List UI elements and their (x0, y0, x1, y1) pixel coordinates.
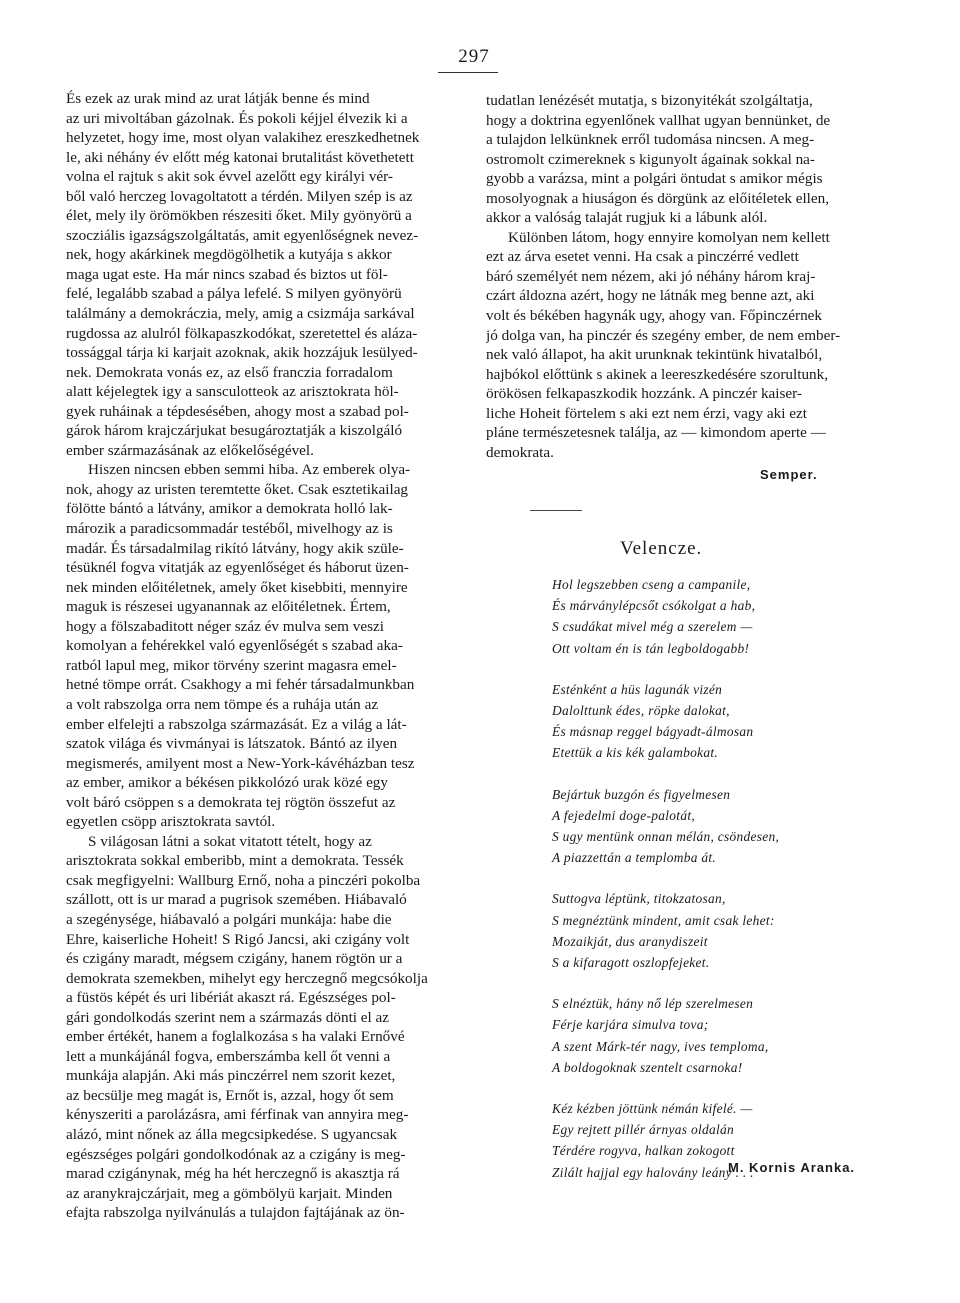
text-line: felé, legalább szabad a pálya lefelé. S milyen gyönyörü (66, 285, 402, 303)
poem-stanza (552, 574, 862, 659)
text-line: egészséges polgári gondolkodónak az a czigány is meg- (66, 1145, 406, 1163)
poem-line: Bejártuk buzgón és figyelmesen (552, 786, 731, 802)
poem-line: S a kifaragott oszlopfejeket. (552, 955, 710, 971)
poem-line: Férje karjára simulva tova; (552, 1017, 709, 1033)
text-line: madár. És társadalmilag rikító látvány, hogy akik szüle- (66, 539, 404, 557)
text-line: hajbókol előttünk s akinek a leereszkedésére szorultunk, (486, 365, 829, 383)
text-line: ember származásának az előkelőségével. (66, 441, 314, 459)
text-line: kényszeriti a parolázásra, ami férfinak van annyira meg- (66, 1106, 409, 1124)
text-line: czárt áldozna azért, hogy ne látnák meg benne azt, aki (486, 287, 815, 305)
text-line: az aranykrajczárjait, meg a gömbölyü karjait. Minden (66, 1184, 393, 1202)
poem-line: A boldogoknak szentelt csarnoka! (552, 1059, 743, 1075)
text-line: élet, mely ily örömökben részesiti őket. Mily gyönyörü a (66, 207, 412, 225)
poem-line: A fejedelmi doge-palotát, (552, 807, 695, 823)
text-line: akkor a valóság talaját rugjuk ki a lábunk alól. (486, 209, 768, 227)
text-line: nek, hogy akárkinek megdögölhetik a kutyája s akkor (66, 246, 392, 264)
poem-line: Ott voltam én is tán legboldogabb! (552, 640, 750, 656)
text-line: És ezek az urak mind az urat látják benne és mind (66, 90, 370, 107)
text-line: jó dolga van, ha pinczér és szegény ember, de nem ember- (486, 326, 841, 344)
text-line: Hiszen nincsen ebben semmi hiba. Az emberek olya- (88, 461, 411, 479)
text-line: demokrata. (486, 443, 554, 461)
poem-line: Zilált hajjal egy halovány leány . . . (552, 1164, 754, 1180)
text-line: rugdossa az alulról fölkapaszkodókat, szeretettel és aláza- (66, 324, 418, 342)
text-line: báró személyét nem nézem, aki jó néhány három kraj- (486, 267, 816, 285)
text-line: demokrata szemekben, mihelyt egy herczegnő megcsókolja (66, 969, 428, 987)
text-line: maguk is részesei ugyanannak az előitéletnek. Értem, (66, 598, 391, 616)
text-line: egyetlen csöpp arisztokrata savtól. (66, 813, 276, 831)
poem-stanza (552, 784, 862, 869)
poem-line: A szent Márk-tér nagy, ives temploma, (552, 1038, 769, 1054)
text-line: marad czigánynak, még ha hét herczegnő is akasztja rá (66, 1165, 400, 1183)
poem-line: És márványlépcsőt csókolgat a hab, (552, 598, 756, 614)
text-line: nek való állapot, ha akit urunknak tekintünk hivatalból, (486, 346, 823, 364)
poem-stanza (552, 888, 862, 973)
poem-line: A piazzettán a templomba át. (552, 850, 717, 866)
text-line: nok, ahogy az uristen teremtette őket. Csak esztetikailag (66, 480, 409, 498)
text-line: szállott, ott is ur marad a pugrisok szemében. Hiábavaló (66, 891, 407, 909)
text-line: az uri mivoltában gázolnak. És pokoli kéjjel élvezik ki a (66, 109, 408, 127)
text-line: ember értékét, hanem a foglalkozása s ha valaki Ernővé (66, 1028, 405, 1046)
text-line: a tulajdon lelkünknek erről tudomása nincsen. A meg- (486, 131, 815, 149)
text-line: tésüknél fogva vitatják az egyenlőséget és háborut üzen- (66, 559, 409, 577)
text-line: le, aki néhány év előtt még katonai brutalitást követhetett (66, 148, 414, 166)
poem-line: Hol legszebben cseng a campanile, (552, 577, 751, 592)
poem-stanza (552, 993, 862, 1078)
poem-line: Kéz kézben jöttünk némán kifelé. — (552, 1101, 753, 1117)
poem-separator (530, 510, 582, 511)
text-line: volna el rajtuk s akit sok évvel azelőtt egy királyi vér- (66, 168, 393, 186)
poem (552, 574, 862, 1203)
text-line: a füstös képét és uri libériát akaszt rá. Egészséges pol- (66, 989, 396, 1007)
poem-line: S megnéztünk mindent, amit csak lehet: (552, 912, 775, 928)
text-line: hetné tömpe orrát. Csakhogy a mi fehér társadalmunkban (66, 676, 415, 694)
text-line: mározik a paradicsommadár testéből, mivelhogy az is (66, 520, 393, 538)
text-line: ratból lapul meg, mikor törvény szerint magasra emel- (66, 656, 397, 674)
text-line: tossággal tárja ki karjait azoknak, akik hozzájuk lesülyed- (66, 344, 418, 362)
poem-line: Egy rejtett pillér árnyas oldalán (552, 1122, 734, 1138)
text-line: Különben látom, hogy ennyire komolyan nem kellett (508, 228, 830, 246)
text-line: hogy a doktrina egyenlőnek vallhat ugyan bennünket, de (486, 111, 831, 129)
text-line: hogy a fölszabaditott néger száz év mulva sem veszi (66, 617, 384, 635)
text-line: ostromolt czimereknek s kigunyolt ágainak sokkal na- (486, 150, 815, 168)
poem-line: Suttogva léptünk, titokzatosan, (552, 891, 726, 907)
poem-line: Esténként a hüs lagunák vizén (552, 681, 723, 697)
text-line: ből való herczeg lovagoltatott a térdén. Milyen szép is az (66, 187, 413, 205)
text-line: gári gondolkodás szerint nem a származás dönti el az (66, 1008, 390, 1026)
text-line: szatok világa és vivmányai is látszatok. Bántó az ilyen (66, 735, 398, 753)
poem-line: S elnéztük, hány nő lép szerelmesen (552, 996, 754, 1012)
text-line: örökösen felkapaszkodik hozzánk. A pinczér kaiser- (486, 385, 802, 403)
poem-line: És másnap reggel bágyadt-álmosan (552, 724, 754, 740)
poem-line: Térdére rogyva, halkan zokogott (552, 1143, 735, 1159)
poem-line: S csudákat mivel még a szerelem — (552, 619, 753, 635)
poem-stanza (552, 679, 862, 764)
text-line: alázó, mint nőnek az álla megcsipkedése. S ugyancsak (66, 1125, 398, 1143)
text-line: volt báró csöppen s a demokrata tej rögtön összefut az (66, 793, 396, 811)
text-line: Ehre, kaiserliche Hoheit! S Rigó Jancsi, aki czigány volt (66, 930, 410, 948)
header-rule (438, 72, 498, 73)
text-line: arisztokrata sokkal emberibb, mint a demokrata. Tessék (66, 852, 404, 870)
poem-line: S ugy mentünk onnan mélán, csöndesen, (552, 829, 780, 845)
text-line: lett a munkájánál fogva, emberszámba kell őt venni a (66, 1047, 391, 1065)
poem-line: Dalolttunk édes, röpke dalokat, (552, 703, 730, 719)
text-line: munkája alapján. Aki más pinczérrel nem szorit kezet, (66, 1067, 396, 1085)
text-line: nek minden előitéletnek, amely őket kisebbiti, mennyire (66, 578, 408, 596)
text-line: tudatlan lenézését mutatja, s bizonyitékát szolgáltatja, (486, 92, 813, 109)
text-line: ezt az árva esetet venni. Ha csak a pinczérré vedlett (486, 248, 799, 266)
text-line: S világosan látni a sokat vitatott tételt, hogy az (88, 832, 372, 850)
text-line: a volt rabszolga orra nem tömpe és a ruhája után az (66, 695, 379, 713)
text-line: mosolyognak a hiuságon és dörgünk az előitéletek ellen, (486, 189, 830, 207)
poem-line: Mozaikját, dus aranydiszeit (552, 933, 708, 949)
right-column (486, 91, 862, 462)
poem-line: Etettük a kis kék galambokat. (552, 745, 718, 761)
text-line: szocziális igazságszolgáltatás, amit egyenlőségnek nevez- (66, 226, 419, 244)
text-line: csak megfigyelni: Wallburg Ernő, noha a pinczéri pokolba (66, 871, 421, 889)
text-line: fölötte bántó a látvány, amikor a demokrata holló lak- (66, 500, 393, 518)
text-line: maga ugat este. Ha már nincs szabad és biztos ut föl- (66, 265, 388, 283)
text-line: az ember, amikor a békésen pikkolózó urak közé egy (66, 774, 388, 792)
text-line: és czigány maradt, mégsem czigány, hanem rögtön ur a (66, 950, 403, 968)
text-line: gyek ruháinak a tépdesésében, ahogy most a szabad pol- (66, 402, 409, 420)
text-line: alatt kéjelegtek igy a sansculotteok az arisztokrata höl- (66, 383, 399, 401)
text-line: helyzetet, hogy ime, most olyan valakihez ereszkedhetnek (66, 129, 420, 147)
text-line: volt és békében hagynák ugy, ahogy van. Főpinczérnek (486, 307, 822, 325)
page-number: 297 (458, 46, 490, 67)
text-line: megismerés, amilyent most a New-York-kávéházban tesz (66, 754, 415, 772)
text-line: találmány a demokráczia, mely, amig a csizmája sarkával (66, 305, 415, 323)
poem-title: Velencze. (620, 538, 703, 559)
text-line: nek. Demokrata vonás ez, az első franczia forradalom (66, 363, 393, 381)
article-signature: Semper. (760, 467, 818, 482)
poem-author: M. Kornis Aranka. (728, 1160, 856, 1175)
text-line: efajta rabszolga nyilvánulás a tulajdon fajtájának az ön- (66, 1204, 405, 1222)
text-line: gárok három krajczárjukat besugároztatják a kiszolgáló (66, 422, 403, 440)
text-line: a szegénysége, hiábavaló a polgári munkája: habe die (66, 910, 392, 928)
text-line: gyobb a varázsa, mint a polgári öntudat s amikor mégis (486, 170, 823, 188)
text-line: az becsülje meg magát is, Ernőt is, azzal, hogy őt sem (66, 1086, 394, 1104)
text-line: ember elfelejti a rabszolga származását. Ez a világ a lát- (66, 715, 407, 733)
text-line: liche Hoheit förtelem s aki ezt nem érzi, vagy aki ezt (486, 404, 807, 422)
left-column (66, 89, 456, 1223)
text-line: komolyan a fehérekkel való egyenlőségét s szabad aka- (66, 637, 403, 655)
text-line: pláne természetesnek találja, az — kimondom aperte — (486, 424, 826, 442)
